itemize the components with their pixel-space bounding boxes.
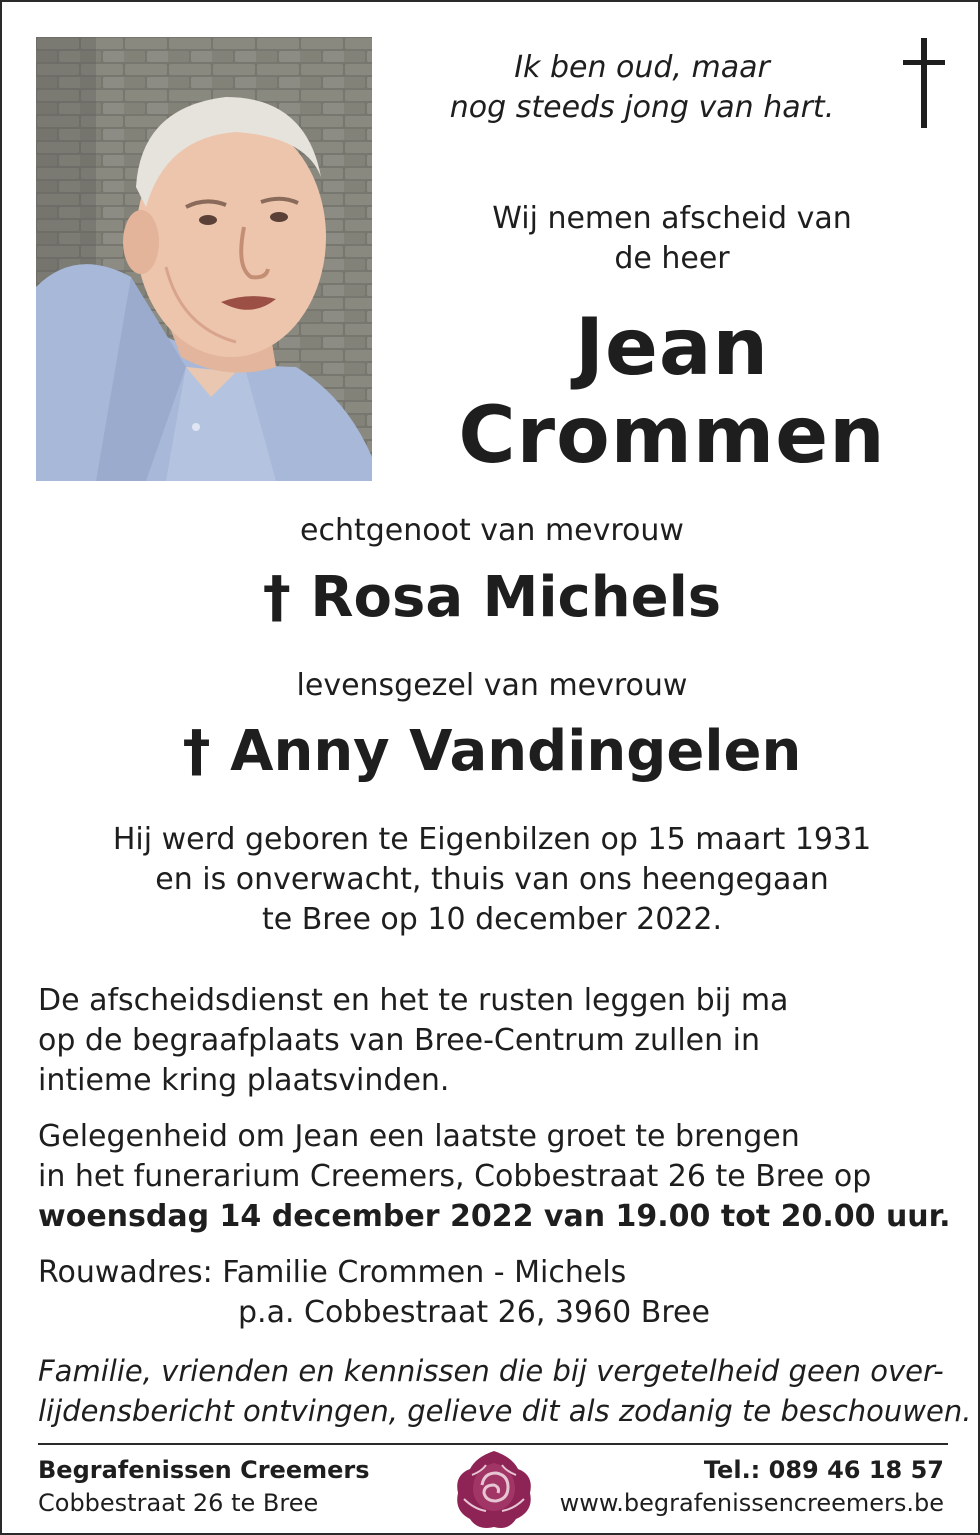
- footer-company: [38, 1454, 418, 1520]
- visitation-date-time: woensdag 14 december 2022 van 19.00 tot 20.00 uur.: [38, 1199, 951, 1234]
- motto-line-1: Ik ben oud, maar: [514, 50, 770, 85]
- service-paragraph: [38, 981, 958, 1101]
- intro-line-2: de heer: [614, 241, 730, 276]
- phone-number: Tel.: 089 46 18 57: [703, 1456, 944, 1484]
- deceased-first-name: Jean: [574, 303, 770, 393]
- cross-icon: [899, 38, 949, 130]
- visitation-paragraph: [38, 1117, 958, 1237]
- farewell-intro: [432, 199, 912, 279]
- company-address: Cobbestraat 26 te Bree: [38, 1489, 319, 1517]
- relation-2-label: levensgezel van mevrouw: [296, 668, 688, 703]
- life-line-2: en is onverwacht, thuis van ons heengegaan: [155, 862, 829, 897]
- notice-line-2: lijdensbericht ontvingen, gelieve dit als zodanig te beschouwen.: [38, 1394, 972, 1428]
- rose-icon: [454, 1449, 534, 1531]
- notice-line-1: Familie, vrienden en kennissen die bij vergetelheid geen over-: [38, 1354, 944, 1388]
- motto-quote: [422, 48, 862, 128]
- company-name: Begrafenissen Creemers: [38, 1456, 370, 1484]
- mourning-address-line-2: p.a. Cobbestraat 26, 3960 Bree: [238, 1295, 710, 1330]
- life-dates: [2, 820, 980, 940]
- relation-2-name: † Anny Vandingelen: [182, 719, 802, 784]
- service-line-3: intieme kring plaatsvinden.: [38, 1063, 450, 1098]
- visitation-line-1: Gelegenheid om Jean een laatste groet te brengen: [38, 1119, 800, 1154]
- portrait-photo: [36, 37, 372, 481]
- relation-1-name: † Rosa Michels: [262, 565, 722, 630]
- deceased-last-name: Crommen: [458, 391, 886, 481]
- deceased-name: [382, 304, 962, 480]
- visitation-line-2: in het funerarium Creemers, Cobbestraat 26 te Bree op: [38, 1159, 872, 1194]
- footer-contact: [524, 1454, 944, 1520]
- intro-line-1: Wij nemen afscheid van: [492, 201, 852, 236]
- service-line-2: op de begraafplaats van Bree-Centrum zullen in: [38, 1023, 761, 1058]
- relation-1-label: echtgenoot van mevrouw: [300, 513, 684, 548]
- service-line-1: De afscheidsdienst en het te rusten leggen bij ma: [38, 983, 789, 1018]
- website-link[interactable]: www.begrafenissencreemers.be: [559, 1489, 944, 1517]
- notice-paragraph: [38, 1351, 972, 1431]
- footer-divider: [38, 1443, 948, 1445]
- mourning-address: [38, 1253, 958, 1333]
- mourning-address-line-1: Rouwadres: Familie Crommen - Michels: [38, 1255, 627, 1290]
- motto-line-2: nog steeds jong van hart.: [449, 90, 835, 125]
- life-line-3: te Bree op 10 december 2022.: [261, 902, 723, 937]
- life-line-1: Hij werd geboren te Eigenbilzen op 15 maart 1931: [112, 822, 872, 857]
- portrait-icon: [36, 37, 372, 481]
